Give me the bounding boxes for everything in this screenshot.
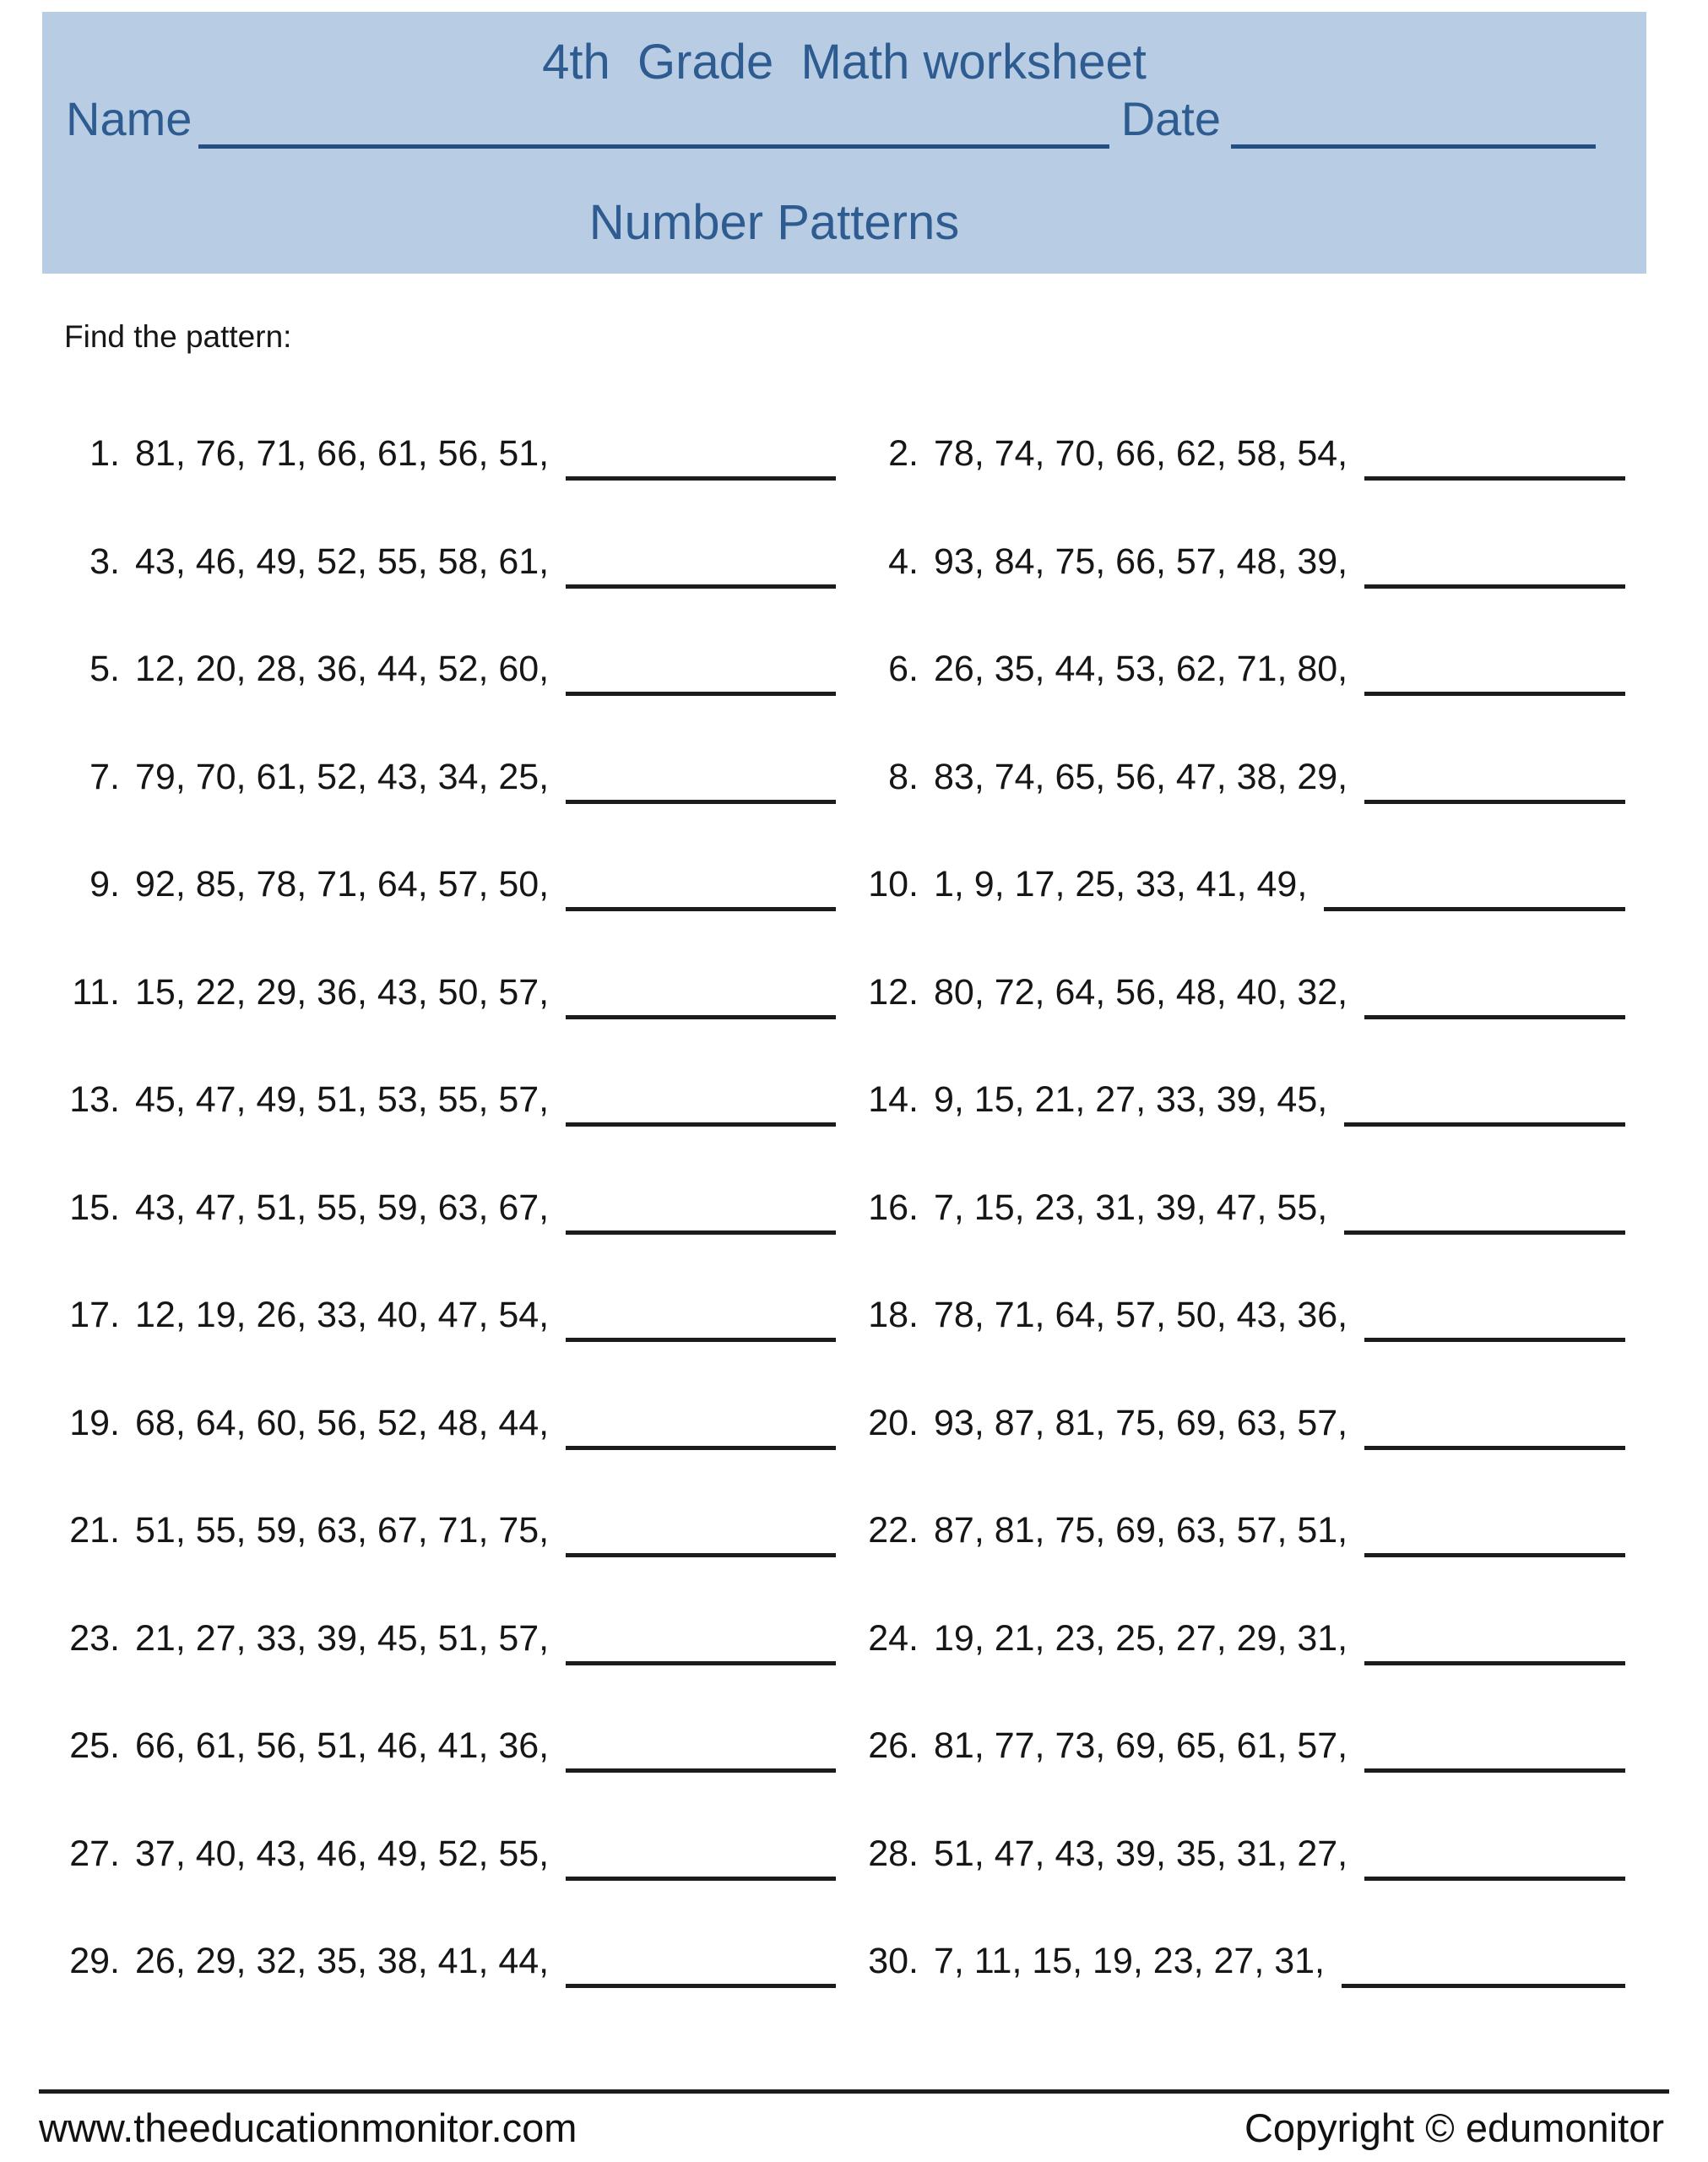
problem-sequence: 93, 87, 81, 75, 69, 63, 57, (934, 1403, 1348, 1443)
problem-sequence: 80, 72, 64, 56, 48, 40, 32, (934, 972, 1348, 1013)
answer-blank (566, 584, 836, 589)
problem-sequence: 81, 76, 71, 66, 61, 56, 51, (135, 433, 550, 474)
problem-number: 19. (69, 1403, 120, 1443)
answer-blank (1364, 1338, 1625, 1342)
problem-sequence: 79, 70, 61, 52, 43, 34, 25, (135, 757, 550, 797)
problem-sequence: 66, 61, 56, 51, 46, 41, 36, (135, 1725, 550, 1766)
problem-row (61, 1940, 836, 1988)
problem-row (859, 1509, 1625, 1557)
problem-row (61, 1294, 836, 1342)
problem-number: 10. (868, 864, 919, 904)
problem-row (859, 1833, 1625, 1881)
problem-number: 5. (89, 649, 120, 689)
problem-row (61, 1833, 836, 1881)
problem-sequence: 68, 64, 60, 56, 52, 48, 44, (135, 1403, 550, 1443)
answer-blank (1364, 1553, 1625, 1557)
problem-row (859, 1078, 1625, 1127)
problem-sequence: 93, 84, 75, 66, 57, 48, 39, (934, 541, 1348, 582)
problem-sequence: 9, 15, 21, 27, 33, 39, 45, (934, 1079, 1328, 1120)
problem-sequence: 1, 9, 17, 25, 33, 41, 49, (934, 864, 1308, 904)
answer-blank (566, 692, 836, 696)
problem-row (859, 648, 1625, 696)
problem-sequence: 43, 47, 51, 55, 59, 63, 67, (135, 1187, 550, 1228)
problem-row (61, 1078, 836, 1127)
footer-website: www.theeducationmonitor.com (39, 2105, 577, 2150)
problem-row (859, 971, 1625, 1019)
answer-blank (566, 1768, 836, 1773)
problem-sequence: 83, 74, 65, 56, 47, 38, 29, (934, 757, 1348, 797)
problem-number: 20. (868, 1403, 919, 1443)
answer-blank (1364, 692, 1625, 696)
problem-row (61, 1402, 836, 1450)
instruction-text: Find the pattern: (64, 319, 292, 354)
answer-blank (1344, 1230, 1625, 1235)
problem-row (61, 1617, 836, 1665)
problem-row (61, 1725, 836, 1773)
name-label: Name (66, 92, 192, 145)
problem-row (859, 540, 1625, 589)
footer-divider (39, 2089, 1669, 2094)
footer-copyright: Copyright © edumonitor (1244, 2105, 1664, 2150)
problem-number: 1. (89, 433, 120, 474)
answer-blank (1364, 584, 1625, 589)
answer-blank (566, 1338, 836, 1342)
problem-number: 13. (69, 1079, 120, 1120)
problem-sequence: 92, 85, 78, 71, 64, 57, 50, (135, 864, 550, 904)
problem-sequence: 43, 46, 49, 52, 55, 58, 61, (135, 541, 550, 582)
problem-number: 17. (69, 1295, 120, 1335)
problem-row (859, 432, 1625, 481)
problem-sequence: 51, 55, 59, 63, 67, 71, 75, (135, 1510, 550, 1551)
problem-number: 18. (868, 1295, 919, 1335)
problem-number: 30. (868, 1941, 919, 1981)
problem-number: 16. (868, 1187, 919, 1228)
problem-row (61, 863, 836, 911)
problem-row (859, 1617, 1625, 1665)
problem-number: 29. (69, 1941, 120, 1981)
problem-sequence: 87, 81, 75, 69, 63, 57, 51, (934, 1510, 1348, 1551)
problem-sequence: 37, 40, 43, 46, 49, 52, 55, (135, 1833, 550, 1874)
problem-number: 25. (69, 1725, 120, 1766)
problem-number: 15. (69, 1187, 120, 1228)
answer-blank (566, 1122, 836, 1127)
problem-row (61, 971, 836, 1019)
name-blank-line (198, 144, 1109, 149)
problem-number: 11. (72, 972, 120, 1013)
problem-row (859, 1294, 1625, 1342)
answer-blank (566, 1661, 836, 1665)
problem-sequence: 7, 11, 15, 19, 23, 27, 31, (934, 1941, 1326, 1981)
answer-blank (1364, 1877, 1625, 1881)
worksheet-title: 4th Grade Math worksheet (542, 35, 1147, 90)
date-blank-line (1231, 144, 1596, 149)
answer-blank (1364, 476, 1625, 481)
problem-row (61, 648, 836, 696)
answer-blank (566, 1553, 836, 1557)
problem-number: 23. (69, 1618, 120, 1659)
answer-blank (1364, 1015, 1625, 1019)
problem-number: 28. (868, 1833, 919, 1874)
problem-number: 6. (888, 649, 919, 689)
answer-blank (1344, 1122, 1625, 1127)
answer-blank (566, 476, 836, 481)
answer-blank (566, 1015, 836, 1019)
problem-number: 27. (69, 1833, 120, 1874)
problem-row (859, 1402, 1625, 1450)
answer-blank (1364, 800, 1625, 804)
problem-number: 8. (888, 757, 919, 797)
problem-number: 4. (888, 541, 919, 582)
answer-blank (566, 1446, 836, 1450)
answer-blank (566, 800, 836, 804)
problem-row (859, 756, 1625, 804)
problem-row (61, 1187, 836, 1235)
worksheet-header (42, 12, 1646, 274)
worksheet-subtitle: Number Patterns (588, 195, 960, 250)
answer-blank (1364, 1661, 1625, 1665)
problem-sequence: 7, 15, 23, 31, 39, 47, 55, (934, 1187, 1328, 1228)
problem-row (859, 1725, 1625, 1773)
problem-number: 26. (868, 1725, 919, 1766)
answer-blank (1364, 1446, 1625, 1450)
problem-sequence: 15, 22, 29, 36, 43, 50, 57, (135, 972, 550, 1013)
problem-sequence: 81, 77, 73, 69, 65, 61, 57, (934, 1725, 1348, 1766)
problem-number: 22. (868, 1510, 919, 1551)
problem-row (859, 863, 1625, 911)
problem-row (61, 1509, 836, 1557)
problem-row (61, 756, 836, 804)
problem-sequence: 78, 71, 64, 57, 50, 43, 36, (934, 1295, 1348, 1335)
answer-blank (1324, 907, 1625, 911)
answer-blank (1364, 1768, 1625, 1773)
problem-sequence: 12, 20, 28, 36, 44, 52, 60, (135, 649, 550, 689)
answer-blank (566, 1877, 836, 1881)
problem-sequence: 51, 47, 43, 39, 35, 31, 27, (934, 1833, 1348, 1874)
problem-sequence: 26, 29, 32, 35, 38, 41, 44, (135, 1941, 550, 1981)
problem-number: 2. (888, 433, 919, 474)
problem-row (859, 1940, 1625, 1988)
problem-number: 9. (89, 864, 120, 904)
problem-row (859, 1187, 1625, 1235)
problem-number: 7. (89, 757, 120, 797)
problem-sequence: 21, 27, 33, 39, 45, 51, 57, (135, 1618, 550, 1659)
answer-blank (566, 1984, 836, 1988)
problem-number: 12. (868, 972, 919, 1013)
problem-number: 14. (868, 1079, 919, 1120)
answer-blank (566, 1230, 836, 1235)
name-date-line (66, 93, 1596, 145)
problem-sequence: 45, 47, 49, 51, 53, 55, 57, (135, 1079, 550, 1120)
problem-sequence: 78, 74, 70, 66, 62, 58, 54, (934, 433, 1348, 474)
problem-row (61, 540, 836, 589)
problem-number: 24. (868, 1618, 919, 1659)
date-label: Date (1120, 92, 1221, 145)
answer-blank (1342, 1984, 1625, 1988)
answer-blank (566, 907, 836, 911)
problem-sequence: 19, 21, 23, 25, 27, 29, 31, (934, 1618, 1348, 1659)
problem-sequence: 26, 35, 44, 53, 62, 71, 80, (934, 649, 1348, 689)
problem-row (61, 432, 836, 481)
problem-sequence: 12, 19, 26, 33, 40, 47, 54, (135, 1295, 550, 1335)
problem-number: 3. (89, 541, 120, 582)
problem-number: 21. (69, 1510, 120, 1551)
